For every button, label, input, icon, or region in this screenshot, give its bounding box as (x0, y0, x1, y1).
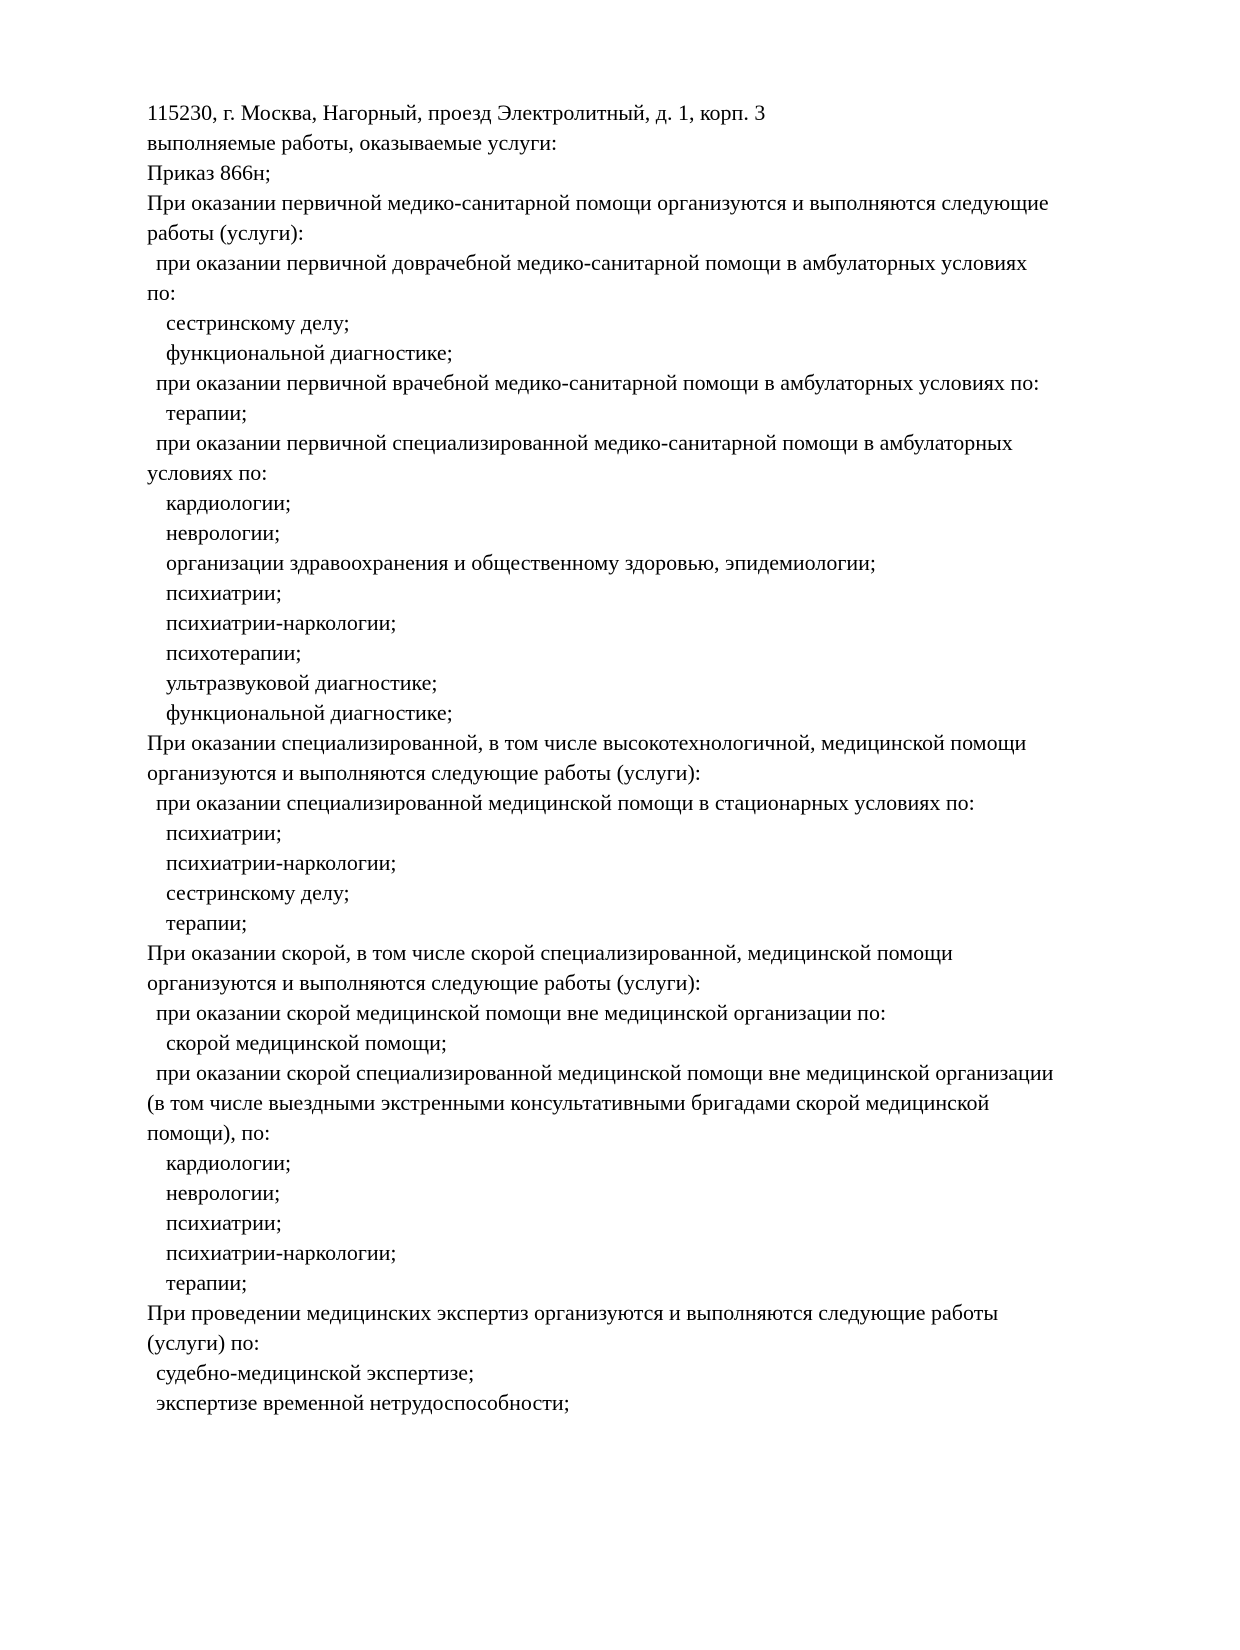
text-line: При оказании специализированной, в том числе высокотехнологичной, медицинской помощи (147, 730, 1027, 755)
document-text (147, 98, 1167, 1418)
text-line: организуются и выполняются следующие работы (услуги): (147, 970, 701, 995)
text-line: психиатрии; (166, 820, 282, 845)
text-line: При оказании скорой, в том числе скорой специализированной, медицинской помощи (147, 940, 953, 965)
text-line: при оказании первичной специализированной медико-санитарной помощи в амбулаторных (156, 430, 1013, 455)
text-line: терапии; (166, 910, 248, 935)
text-line: при оказании первичной доврачебной медико-санитарной помощи в амбулаторных условиях (156, 250, 1028, 275)
text-line: выполняемые работы, оказываемые услуги: (147, 130, 558, 155)
text-line: организуются и выполняются следующие работы (услуги): (147, 760, 701, 785)
text-line: (в том числе выездными экстренными консультативными бригадами скорой медицинской (147, 1090, 990, 1115)
text-line: терапии; (166, 1270, 248, 1295)
text-line: неврологии; (166, 1180, 281, 1205)
text-line: 115230, г. Москва, Нагорный, проезд Электролитный, д. 1, корп. 3 (147, 100, 766, 125)
text-line: функциональной диагностике; (166, 340, 453, 365)
text-line: При оказании первичной медико-санитарной помощи организуются и выполняются следующие (147, 190, 1049, 215)
text-line: помощи), по: (147, 1120, 271, 1145)
text-line: при оказании скорой специализированной медицинской помощи вне медицинской организации (156, 1060, 1054, 1085)
text-line: При проведении медицинских экспертиз организуются и выполняются следующие работы (147, 1300, 999, 1325)
text-line: условиях по: (147, 460, 268, 485)
text-line: ультразвуковой диагностике; (166, 670, 438, 695)
text-line: кардиологии; (166, 1150, 292, 1175)
text-line: при оказании первичной врачебной медико-санитарной помощи в амбулаторных условиях по: (156, 370, 1040, 395)
text-line: скорой медицинской помощи; (166, 1030, 448, 1055)
text-line: работы (услуги): (147, 220, 304, 245)
text-line: кардиологии; (166, 490, 292, 515)
text-line: Приказ 866н; (147, 160, 271, 185)
text-line: организации здравоохранения и общественному здоровью, эпидемиологии; (166, 550, 877, 575)
text-line: психиатрии; (166, 580, 282, 605)
text-line: психотерапии; (166, 640, 302, 665)
text-line: терапии; (166, 400, 248, 425)
text-line: психиатрии-наркологии; (166, 610, 397, 635)
text-line: экспертизе временной нетрудоспособности; (156, 1390, 570, 1415)
text-line: (услуги) по: (147, 1330, 260, 1355)
text-line: неврологии; (166, 520, 281, 545)
text-line: по: (147, 280, 176, 305)
text-line: функциональной диагностике; (166, 700, 453, 725)
text-line: при оказании скорой медицинской помощи вне медицинской организации по: (156, 1000, 887, 1025)
text-line: психиатрии-наркологии; (166, 1240, 397, 1265)
text-line: психиатрии-наркологии; (166, 850, 397, 875)
text-line: психиатрии; (166, 1210, 282, 1235)
text-line: судебно-медицинской экспертизе; (156, 1360, 475, 1385)
text-line: сестринскому делу; (166, 880, 350, 905)
text-line: сестринскому делу; (166, 310, 350, 335)
text-line: при оказании специализированной медицинской помощи в стационарных условиях по: (156, 790, 975, 815)
